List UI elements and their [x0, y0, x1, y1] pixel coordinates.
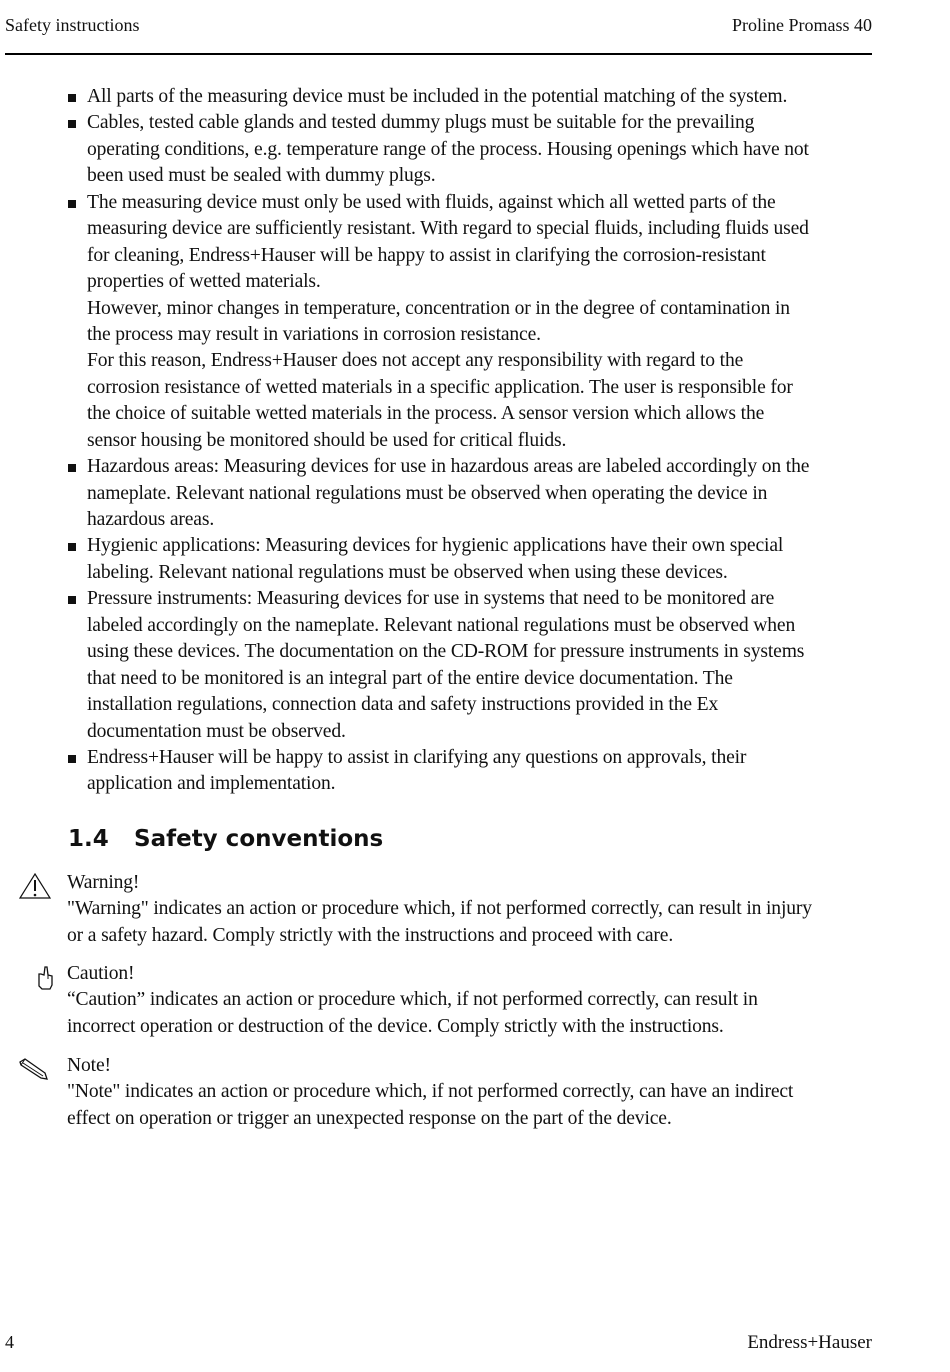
convention-title: Warning! [67, 872, 140, 893]
text-line: application and implementation. [87, 773, 336, 795]
text-line: nameplate. Relevant national regulations must be observed when operating the device in [87, 482, 768, 504]
text-line: sensor housing be monitored should be used for critical fluids. [87, 429, 567, 451]
header-section-title: Safety instructions [5, 15, 140, 35]
text-line: installation regulations, connection data and safety instructions provided in the Ex [87, 694, 719, 716]
section-heading [68, 826, 383, 852]
text-line: properties of wetted materials. [87, 271, 321, 293]
footer-brand: Endress+Hauser [747, 1332, 872, 1353]
warning-icon [18, 872, 52, 900]
text-line: labeling. Relevant national regulations must be observed when using these devices. [87, 561, 728, 583]
text-line: operating conditions, e.g. temperature range of the process. Housing openings which have not [87, 138, 809, 160]
section-title: Safety conventions [134, 826, 384, 852]
page-number: 4 [5, 1332, 14, 1352]
list-item [0, 84, 950, 110]
caution-block [0, 961, 950, 1040]
text-line: Cables, tested cable glands and tested dummy plugs must be suitable for the prevailing [87, 112, 755, 134]
note-block [0, 1053, 950, 1132]
text-line: measuring device are sufficiently resistant. With regard to special fluids, including fluids used [87, 218, 809, 240]
list-item [0, 586, 950, 745]
text-line: Hazardous areas: Measuring devices for use in hazardous areas are labeled accordingly on the [87, 456, 810, 478]
text-line: the choice of suitable wetted materials in the process. A sensor version which allows the [87, 403, 765, 425]
text-line: been used must be sealed with dummy plugs. [87, 165, 436, 187]
bullet-icon [68, 755, 76, 763]
bullet-icon [68, 200, 76, 208]
text-line: Hygienic applications: Measuring devices for hygienic applications have their own special [87, 535, 784, 557]
text-line: incorrect operation or destruction of the device. Comply strictly with the instructions. [67, 1015, 724, 1037]
bullet-icon [68, 596, 76, 604]
list-item [0, 190, 950, 454]
text-line: The measuring device must only be used with fluids, against which all wetted parts of the [87, 191, 776, 213]
section-number: 1.4 [68, 826, 109, 852]
list-item [0, 533, 950, 586]
text-line: Pressure instruments: Measuring devices for use in systems that need to be monitored are [87, 588, 775, 610]
list-item [0, 110, 950, 189]
text-line: Endress+Hauser will be happy to assist in clarifying any questions on approvals, their [87, 746, 747, 768]
bullet-icon [68, 120, 76, 128]
caution-hand-icon [36, 964, 56, 990]
bullet-icon [68, 543, 76, 551]
header-divider [5, 53, 872, 55]
list-item [0, 745, 950, 798]
list-item [0, 454, 950, 533]
text-line: or a safety hazard. Comply strictly with the instructions and proceed with care. [67, 924, 674, 946]
text-line: However, minor changes in temperature, concentration or in the degree of contamination in [87, 297, 790, 319]
bullet-icon [68, 94, 76, 102]
text-line: All parts of the measuring device must be included in the potential matching of the system. [87, 86, 788, 107]
text-line: corrosion resistance of wetted materials in a specific application. The user is responsible for [87, 376, 793, 398]
convention-title: Caution! [67, 963, 135, 984]
text-line: "Note" indicates an action or procedure which, if not performed correctly, can have an indirect [67, 1081, 794, 1103]
text-line: using these devices. The documentation on the CD-ROM for pressure instruments in systems [87, 641, 805, 663]
text-line: for cleaning, Endress+Hauser will be happy to assist in clarifying the corrosion-resistant [87, 244, 766, 266]
text-line: "Warning" indicates an action or procedure which, if not performed correctly, can result in injury [67, 898, 812, 920]
text-line: that need to be monitored is an integral part of the entire device documentation. The [87, 667, 733, 689]
text-line: For this reason, Endress+Hauser does not accept any responsibility with regard to the [87, 350, 744, 372]
note-pencil-icon [17, 1057, 49, 1081]
bullet-icon [68, 464, 76, 472]
text-line: documentation must be observed. [87, 720, 346, 742]
header-product-title: Proline Promass 40 [731, 15, 872, 35]
bullet-list [0, 84, 950, 798]
text-line: the process may result in variations in corrosion resistance. [87, 323, 541, 345]
text-line: hazardous areas. [87, 509, 215, 530]
text-line: “Caution” indicates an action or procedure which, if not performed correctly, can result in [67, 989, 758, 1011]
text-line: effect on operation or trigger an unexpected response on the part of the device. [67, 1107, 672, 1129]
convention-title: Note! [67, 1055, 111, 1076]
warning-block [0, 870, 950, 949]
text-line: labeled accordingly on the nameplate. Relevant national regulations must be observed when [87, 614, 796, 636]
